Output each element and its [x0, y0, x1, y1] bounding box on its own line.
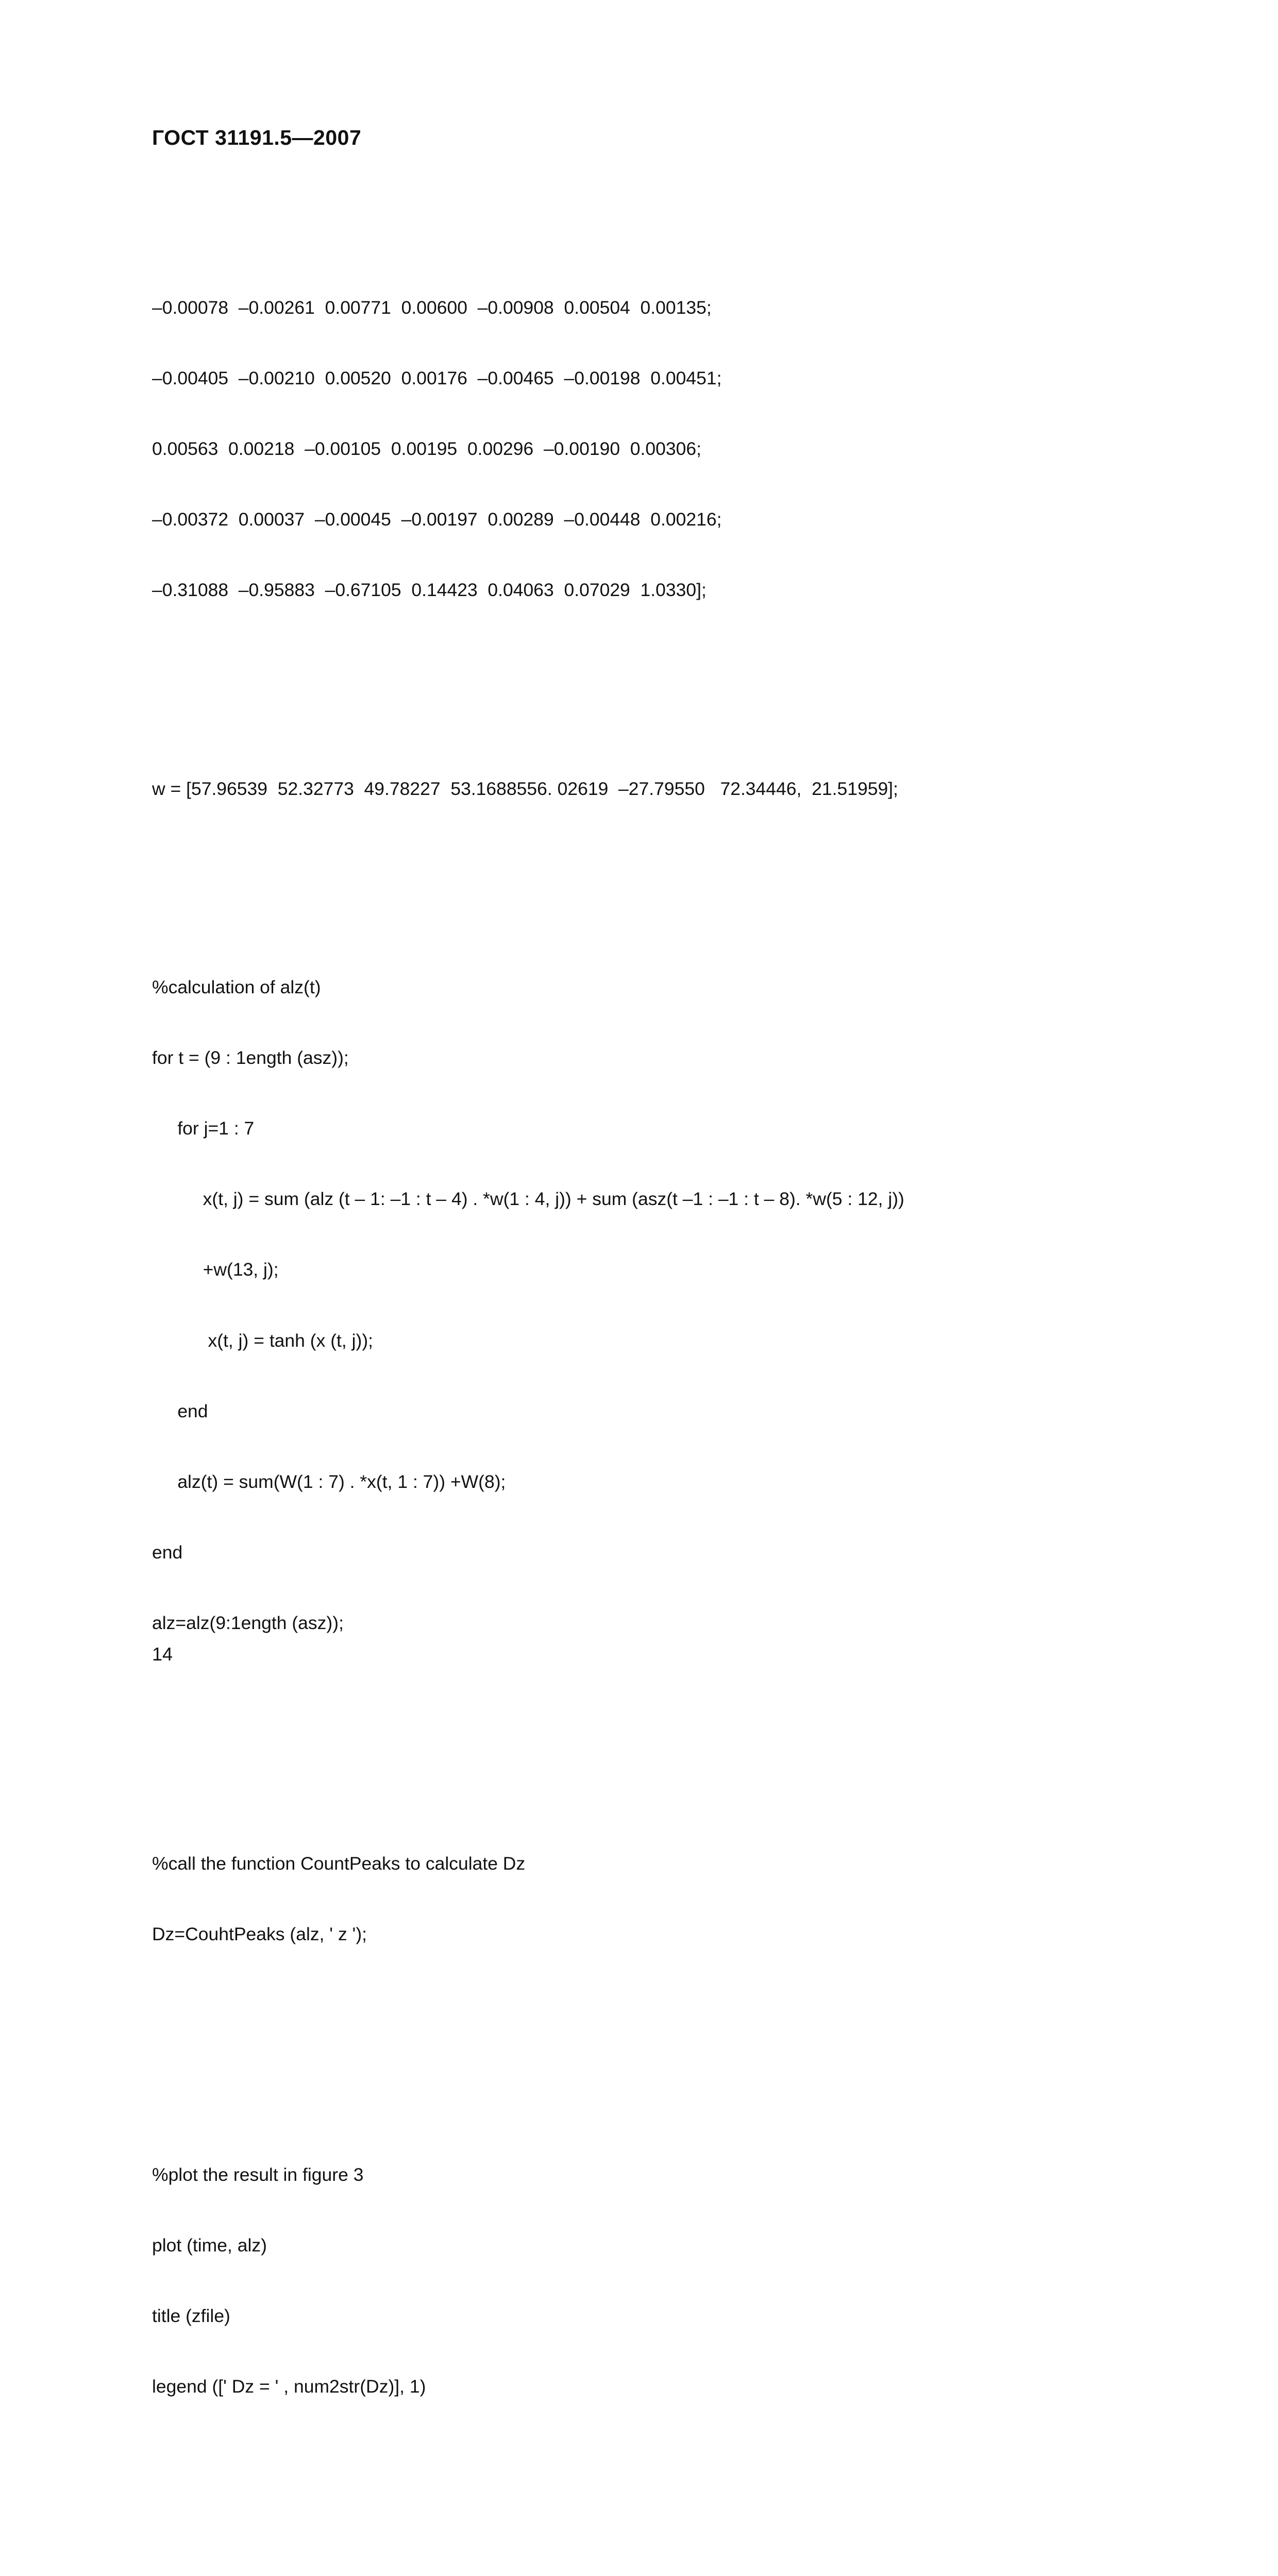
call-block [152, 1805, 1131, 1994]
code-line: plot (time, alz) [152, 2235, 267, 2256]
code-line: –0.00078 –0.00261 0.00771 0.00600 –0.00908 0.00504 0.00135; [152, 297, 712, 318]
code-line: alz=alz(9:1ength (asz)); [152, 1612, 344, 1633]
code-line: for t = (9 : 1ength (asz)); [152, 1047, 349, 1069]
calc-block [152, 929, 1131, 1682]
matrix-rows [152, 249, 1131, 649]
code-line: x(t, j) = sum (alz (t – 1: –1 : t – 4) . *w(1 : 4, j)) + sum (asz(t –1 : –1 : t – 8). *w(5 : 12, j)) [152, 1189, 904, 1210]
save-block [152, 2574, 1131, 2576]
code-line: x(t, j) = tanh (x (t, j)); [152, 1330, 374, 1351]
code-line: alz(t) = sum(W(1 : 7) . *x(t, 1 : 7)) +W(8); [152, 1471, 506, 1492]
code-line: –0.31088 –0.95883 –0.67105 0.14423 0.04063 0.07029 1.0330]; [152, 579, 707, 600]
code-line: title (zfile) [152, 2306, 230, 2327]
code-line: end [152, 1541, 183, 1563]
code-line: %call the function CountPeaks to calculate Dz [152, 1853, 526, 1874]
page-number: 14 [152, 1643, 173, 1665]
plot-block [152, 2116, 1131, 2446]
code-line: legend ([' Dz = ' , num2str(Dz)], 1) [152, 2376, 426, 2397]
code-line: Dz=CouhtPeaks (alz, ' z '); [152, 1924, 367, 1945]
code-line: –0.00372 0.00037 –0.00045 –0.00197 0.00289 –0.00448 0.00216; [152, 509, 722, 530]
code-line: for j=1 : 7 [152, 1118, 255, 1139]
w-vector-line: w = [57.96539 52.32773 49.78227 53.1688556. 02619 –27.79550 72.34446, 21.51959]; [152, 778, 898, 799]
code-line: %plot the result in figure 3 [152, 2164, 364, 2185]
code-line: 0.00563 0.00218 –0.00105 0.00195 0.00296 –0.00190 0.00306; [152, 438, 701, 459]
code-line: end [152, 1400, 208, 1421]
code-line: %calculation of alz(t) [152, 977, 321, 998]
code-line: +w(13, j); [152, 1259, 279, 1280]
standard-designation: ГОСТ 31191.5—2007 [152, 126, 362, 149]
code-line: –0.00405 –0.00210 0.00520 0.00176 –0.00465 –0.00198 0.00451; [152, 367, 722, 388]
code-listing [152, 178, 1131, 2576]
